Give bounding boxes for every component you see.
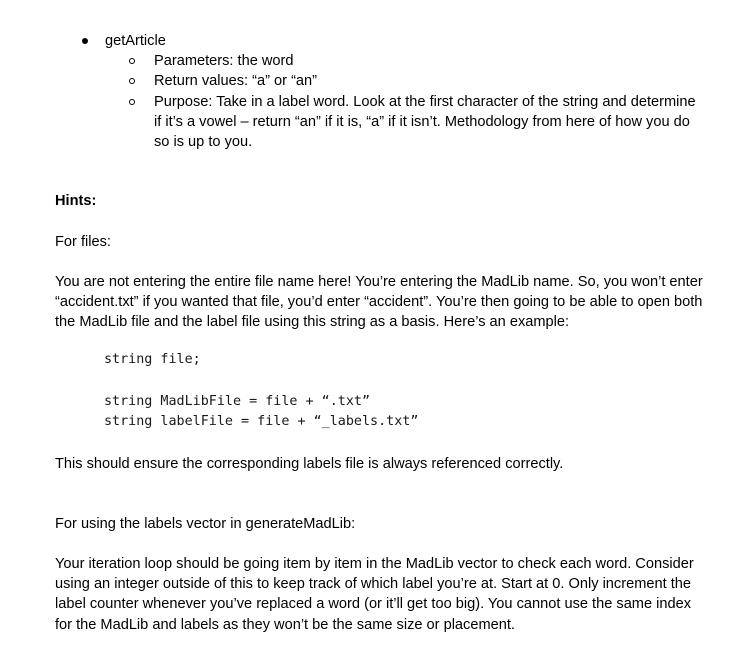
hollow-bullet-icon (129, 78, 135, 84)
method-bullet-list (0, 31, 749, 152)
sub-bullet-purpose (0, 92, 699, 153)
filled-bullet-icon (82, 38, 88, 44)
hollow-bullet-icon (129, 99, 135, 105)
sub-bullet-text: Return values: “a” or “an” (154, 73, 318, 90)
files-paragraph: You are not entering the entire file name here! You’re entering the MadLib name. So, you won’t enter “accident.txt” if you wanted that file, you’d enter “accident”. You’re then going to be able to open both the MadLib file and the label file using this string as a basis. Here’s an example: (55, 274, 703, 331)
files-heading: For files: (55, 234, 111, 250)
labels-heading: For using the labels vector in generateMadLib: (55, 516, 356, 532)
sub-bullet-text: Purpose: Take in a label word. Look at the first character of the string and determine if it’s a vowel – return “an” if it is, “a” if it isn’t. Methodology from here of how you do so is up to you. (154, 93, 696, 150)
method-bullet (0, 31, 749, 51)
sub-bullet-parameters (0, 51, 699, 71)
code-line-file: string file; (104, 352, 201, 367)
hollow-bullet-icon (129, 58, 135, 64)
labels-paragraph: Your iteration loop should be going item by item in the MadLib vector to check each word. Consider using an integer outside of this to keep track of which label you’re at. Start at 0. Only increment the label counter whenever you’ve replaced a word (or it’ll get too big). You cannot use the same index for the MadLib and labels as they won’t be the same size or placement. (55, 556, 694, 633)
sub-bullet-text: Parameters: the word (154, 53, 294, 70)
ensure-paragraph: This should ensure the corresponding labels file is always referenced correctly. (55, 456, 564, 472)
method-name: getArticle (105, 33, 166, 49)
sub-bullet-return-values (0, 71, 699, 91)
code-line-label-file: string labelFile = file + “_labels.txt” (104, 414, 419, 429)
hints-heading: Hints: (55, 193, 97, 209)
code-line-madlib-file: string MadLibFile = file + “.txt” (104, 394, 371, 409)
